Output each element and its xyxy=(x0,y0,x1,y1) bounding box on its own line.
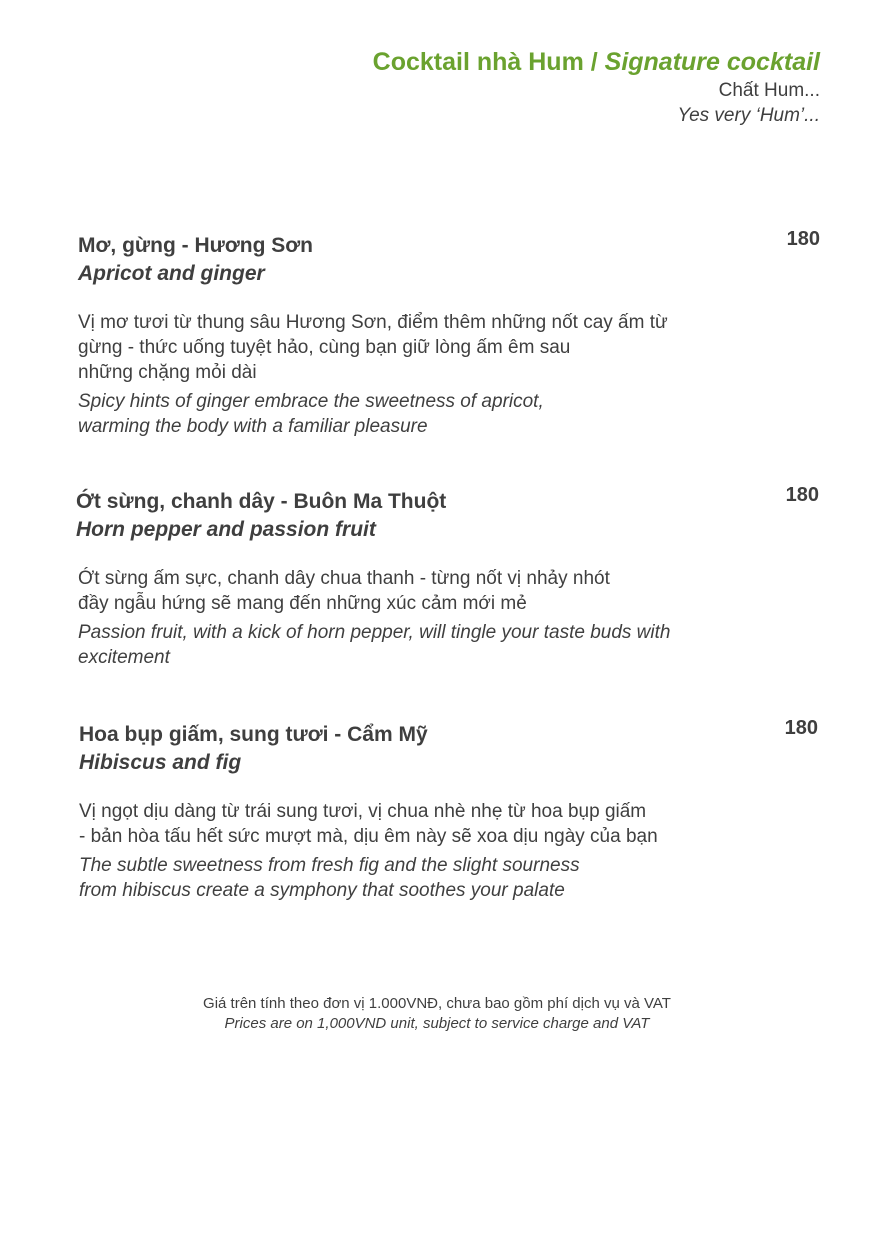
desc-line: những chặng mỏi dài xyxy=(78,362,257,383)
desc-line: from hibiscus create a symphony that soothes your palate xyxy=(79,880,565,901)
item-description-en xyxy=(78,620,698,670)
title-vi: Cocktail nhà Hum / xyxy=(372,48,605,76)
menu-header xyxy=(373,46,820,128)
desc-line: gừng - thức uống tuyệt hảo, cùng bạn giữ lòng ấm êm sau xyxy=(78,337,571,358)
item-price: 180 xyxy=(785,484,819,506)
menu-item xyxy=(78,228,820,439)
menu-item xyxy=(79,717,818,903)
tagline-en: Yes very ‘Hum’... xyxy=(677,105,820,126)
page-title xyxy=(373,46,820,78)
item-name-en: Hibiscus and fig xyxy=(79,751,242,774)
desc-line: warming the body with a familiar pleasure xyxy=(78,416,428,437)
tagline-vi: Chất Hum... xyxy=(718,80,820,101)
item-description-vi xyxy=(78,566,698,616)
item-price: 180 xyxy=(784,717,818,739)
desc-line: đầy ngẫu hứng sẽ mang đến những xúc cảm mới mẻ xyxy=(78,593,527,614)
desc-line: Spicy hints of ginger embrace the sweetness of apricot, xyxy=(78,391,544,412)
item-description-vi xyxy=(79,799,699,849)
item-name-en: Horn pepper and passion fruit xyxy=(76,518,376,541)
item-description-en xyxy=(79,853,699,903)
item-description-en xyxy=(78,389,698,439)
desc-line: Ớt sừng ấm sực, chanh dây chua thanh - từng nốt vị nhảy nhót xyxy=(78,568,610,589)
item-description-vi xyxy=(78,310,698,385)
desc-line: excitement xyxy=(78,647,170,668)
price-note-en: Prices are on 1,000VND unit, subject to service charge and VAT xyxy=(224,1015,650,1032)
desc-line: Passion fruit, with a kick of horn pepper, will tingle your taste buds with xyxy=(78,622,671,643)
item-name-vi: Hoa bụp giấm, sung tươi - Cẩm Mỹ xyxy=(79,723,428,746)
desc-line: The subtle sweetness from fresh fig and the slight sourness xyxy=(79,855,580,876)
price-note-vi: Giá trên tính theo đơn vị 1.000VNĐ, chưa bao gồm phí dịch vụ và VAT xyxy=(203,995,671,1012)
item-name-en: Apricot and ginger xyxy=(78,262,265,285)
item-name-vi: Ớt sừng, chanh dây - Buôn Ma Thuột xyxy=(76,490,447,513)
title-en: Signature cocktail xyxy=(604,48,820,76)
desc-line: Vị ngọt dịu dàng từ trái sung tươi, vị chua nhè nhẹ từ hoa bụp giấm xyxy=(79,801,647,822)
desc-line: Vị mơ tươi từ thung sâu Hương Sơn, điểm thêm những nốt cay ấm từ xyxy=(78,312,668,333)
menu-item xyxy=(76,484,819,670)
item-name-vi: Mơ, gừng - Hương Sơn xyxy=(78,234,313,257)
item-price: 180 xyxy=(786,228,820,250)
desc-line: - bản hòa tấu hết sức mượt mà, dịu êm này sẽ xoa dịu ngày của bạn xyxy=(79,826,658,847)
price-note xyxy=(0,994,874,1034)
